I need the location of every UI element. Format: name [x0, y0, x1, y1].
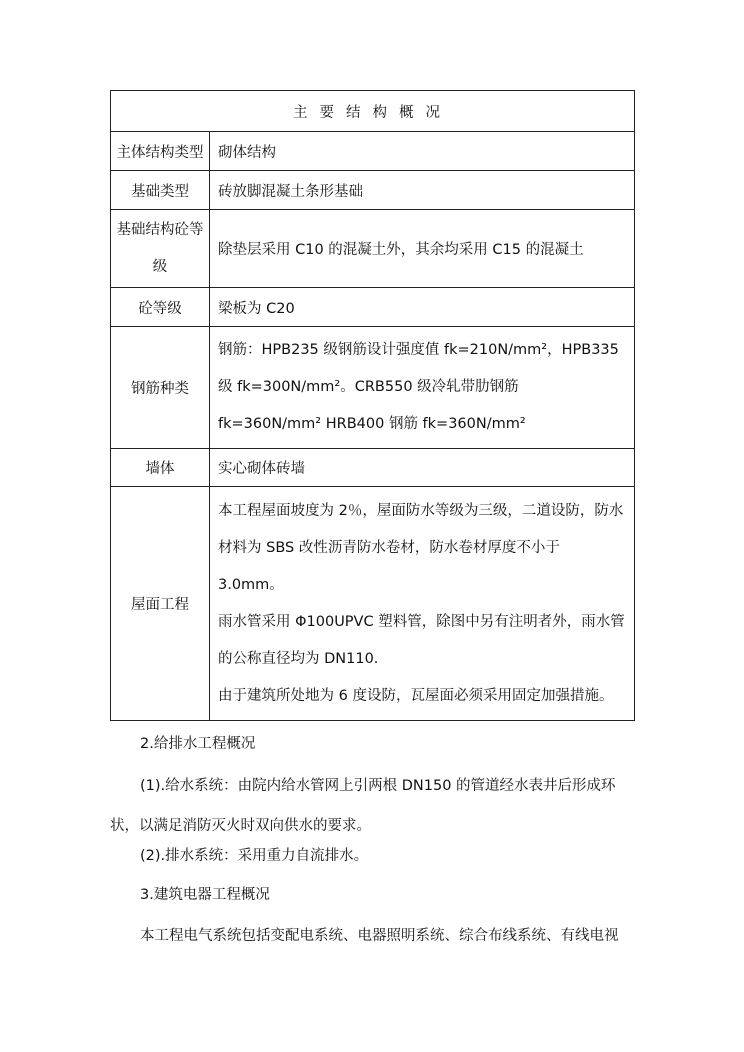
- roof-text-2: 雨水管采用 Φ100UPVC 塑料管，除图中另有注明者外，雨水管的公称直径均为 DN110.: [218, 613, 625, 667]
- row-value: 梁板为 C20: [210, 288, 635, 327]
- roof-text-3: 由于建筑所处地为 6 度设防，瓦屋面必须采用固定加强措施。: [218, 687, 614, 704]
- row-value: 砖放脚混凝土条形基础: [210, 171, 635, 210]
- section-heading: 2.给排水工程概况: [140, 736, 256, 752]
- row-value: 实心砌体砖墙: [210, 449, 635, 487]
- table-row: [111, 449, 635, 487]
- row-label: 基础类型: [111, 171, 210, 210]
- table-title: 主要结构概况: [111, 91, 635, 132]
- row-label: 墙体: [111, 449, 210, 487]
- row-value: 钢筋：HPB235 级钢筋设计强度值 fk=210N/mm²，HPB335 级 fk=300N/mm²。CRB550 级冷轧带肋钢筋 fk=360N/mm² HRB400 钢筋 fk=360N/mm²: [210, 327, 635, 449]
- row-label: 钢筋种类: [111, 327, 210, 449]
- table-row: [111, 132, 635, 171]
- table-row: [111, 210, 635, 288]
- paragraph: (2).排水系统：采用重力自流排水。: [140, 848, 369, 864]
- row-value: 砌体结构: [210, 132, 635, 171]
- section-heading: 3.建筑电器工程概况: [140, 887, 270, 903]
- roof-text-1: 本工程屋面坡度为 2％，屋面防水等级为三级，二道设防，防水材料为 SBS 改性沥青防水卷材，防水卷材厚度不小于 3.0mm。: [218, 502, 624, 593]
- row-value: 除垫层采用 C10 的混凝土外，其余均采用 C15 的混凝土: [210, 210, 635, 288]
- table-row: [111, 288, 635, 327]
- row-label: 屋面工程: [111, 487, 210, 721]
- row-value: [210, 487, 635, 721]
- table-row: [111, 487, 635, 721]
- structure-table: [110, 90, 635, 721]
- row-label: 基础结构砼等级: [111, 210, 210, 288]
- row-label: 砼等级: [111, 288, 210, 327]
- row-label: 主体结构类型: [111, 132, 210, 171]
- table-row: [111, 327, 635, 449]
- paragraph: 本工程电气系统包括变配电系统、电器照明系统、综合布线系统、有线电视: [140, 928, 619, 944]
- paragraph: (1).给水系统：由院内给水管网上引两根 DN150 的管道经水表井后形成环状，以满足消防灭火时双向供水的要求。: [110, 778, 616, 834]
- table-row: [111, 171, 635, 210]
